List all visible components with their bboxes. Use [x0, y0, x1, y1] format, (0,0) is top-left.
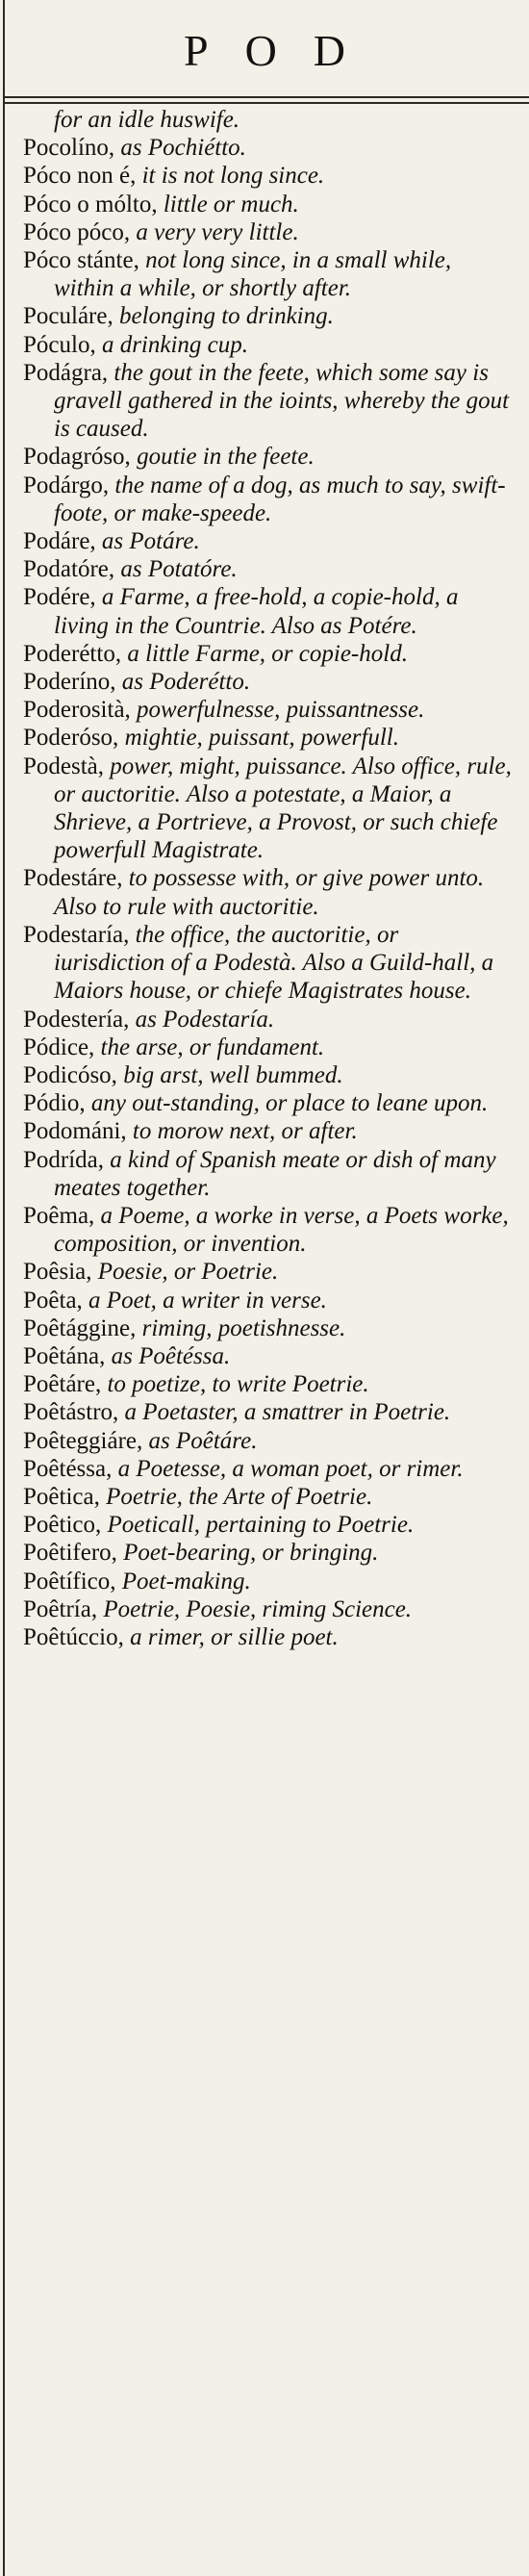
entry-headword: Pódio,	[23, 1090, 86, 1117]
entry-headword: Podagróso,	[23, 444, 131, 471]
entry-definition: powerfulnesse, puissantnesse.	[130, 697, 425, 724]
dictionary-entry	[23, 1342, 514, 1370]
dictionary-entry	[23, 1006, 514, 1033]
entry-headword: Poêtéssa,	[23, 1455, 113, 1482]
entry-headword: Podágra,	[23, 359, 109, 386]
entry-continuation	[23, 106, 514, 134]
entry-definition: a drinking cup.	[95, 331, 249, 358]
entry-headword: Podománi,	[23, 1118, 127, 1145]
entry-definition: riming, poetishnesse.	[136, 1314, 346, 1341]
entry-definition: it is not long since.	[136, 163, 325, 190]
entry-definition: as Poêtáre.	[142, 1427, 258, 1454]
entry-definition: to poetize, to write Poetrie.	[101, 1371, 369, 1398]
entry-headword: Podáre,	[23, 528, 96, 555]
entry-definition: a kind of Spanish meate or dish of many meates together.	[54, 1146, 496, 1201]
entry-headword: Poêtággine,	[23, 1314, 137, 1341]
entry-definition: the arse, or fundament.	[94, 1033, 325, 1060]
dictionary-entry	[23, 640, 514, 668]
dictionary-entry	[23, 555, 514, 583]
entry-headword: Poêtica,	[23, 1483, 100, 1510]
dictionary-entry	[23, 583, 514, 639]
entry-definition: any out-standing, or place to leane upon.	[85, 1090, 489, 1117]
entry-headword: Poêtico,	[23, 1512, 102, 1539]
header-rule-bottom	[5, 102, 529, 104]
entry-headword: Podére,	[23, 584, 96, 611]
entry-definition: the gout in the feete, which some say is gravell gathered in the ioints, whereby the gout is caused.	[54, 359, 510, 443]
entry-headword: Pódice,	[23, 1033, 95, 1060]
entry-headword: Póco o mólto,	[23, 191, 158, 217]
entry-definition: belonging to drinking.	[113, 303, 334, 330]
entry-definition: a Poet, a writer in verse.	[82, 1287, 327, 1314]
entry-definition: to morow next, or after.	[126, 1118, 358, 1145]
entry-headword: Póco póco,	[23, 218, 131, 245]
entry-definition: goutie in the feete.	[130, 444, 315, 471]
entry-definition: as Podestaría.	[129, 1006, 275, 1033]
entry-headword: Podrída,	[23, 1146, 105, 1173]
dictionary-entry	[23, 1089, 514, 1117]
entry-definition: Poetrie, Poesie, riming Science.	[97, 1595, 413, 1622]
entry-definition: not long since, in a small while, within a while, or shortly after.	[54, 247, 452, 302]
entry-definition: power, might, puissance. Also office, rule, or auctoritie. Also a potestate, a Maior, a Shrieve, a Portrieve, a Provost, or such chiefe powerfull Magistrate.	[54, 752, 512, 864]
dictionary-entry	[23, 864, 514, 920]
entry-headword: Poêteggiáre,	[23, 1427, 143, 1454]
entry-definition: a Poeme, a worke in verse, a Poets worke, composition, or invention.	[54, 1202, 509, 1258]
entry-definition: as Potáre.	[95, 528, 200, 555]
dictionary-entry	[23, 668, 514, 696]
dictionary-entry	[23, 1568, 514, 1595]
entry-headword: Poderétto,	[23, 640, 122, 667]
dictionary-entry	[23, 921, 514, 1006]
entry-definition: mightie, puissant, powerfull.	[118, 725, 399, 752]
entry-headword: Poêtifero,	[23, 1540, 117, 1567]
entry-headword: Poêtría,	[23, 1595, 98, 1622]
entry-headword: Póculo,	[23, 331, 96, 358]
entry-headword: Poêtáre,	[23, 1371, 102, 1398]
dictionary-entry	[23, 218, 514, 246]
dictionary-entry	[23, 191, 514, 218]
dictionary-entry	[23, 1287, 514, 1314]
entry-headword: Poêta,	[23, 1287, 83, 1314]
dictionary-entry	[23, 1370, 514, 1398]
dictionary-entry	[23, 246, 514, 302]
dictionary-entry	[23, 1455, 514, 1483]
dictionary-entry	[23, 1483, 514, 1511]
dictionary-entry	[23, 162, 514, 190]
dictionary-entry	[23, 443, 514, 471]
dictionary-entry	[23, 752, 514, 865]
dictionary-entry	[23, 1061, 514, 1089]
dictionary-entry	[23, 1033, 514, 1061]
dictionary-entry	[23, 359, 514, 444]
dictionary-entry	[23, 1427, 514, 1455]
entry-headword: Podicóso,	[23, 1061, 117, 1088]
dictionary-entry	[23, 1623, 514, 1651]
entry-headword: Podestería,	[23, 1006, 130, 1033]
entry-headword: Poêsia,	[23, 1259, 92, 1286]
dictionary-entry	[23, 1258, 514, 1286]
dictionary-entry	[23, 472, 514, 527]
entry-headword: Pocolíno,	[23, 135, 115, 162]
dictionary-entry	[23, 134, 514, 162]
entry-definition: little or much.	[157, 191, 299, 217]
entry-headword: Poêtástro,	[23, 1399, 119, 1426]
entry-definition: to possesse with, or give power unto. Also to rule with auctoritie.	[54, 865, 485, 920]
entry-headword: Poderosità,	[23, 697, 131, 724]
dictionary-entry	[23, 527, 514, 555]
entry-headword: Poderóso,	[23, 725, 119, 752]
entry-definition: Poeticall, pertaining to Poetrie.	[101, 1512, 415, 1539]
entry-headword: Podárgo,	[23, 472, 110, 498]
entry-headword: Podatóre,	[23, 556, 115, 583]
running-head: POD	[183, 26, 383, 75]
entry-definition: Poetrie, the Arte of Poetrie.	[99, 1483, 373, 1510]
dictionary-entry	[23, 331, 514, 359]
entry-headword: Póco non é,	[23, 163, 137, 190]
entry-list	[23, 106, 514, 1651]
entry-headword: Podestà,	[23, 752, 105, 779]
page-header	[0, 0, 529, 104]
entry-definition: Poet-making.	[115, 1568, 251, 1594]
header-rule-top	[5, 96, 529, 98]
entry-headword: Poêma,	[23, 1202, 95, 1229]
entry-definition: as Poêtéssa.	[105, 1342, 231, 1369]
entry-definition: the name of a dog, as much to say, swift-foote, or make-speede.	[54, 472, 506, 526]
entry-definition: the office, the auctoritie, or iurisdiction of a Podestà. Also a Guild-hall, a Maiors house, or chiefe Magistrates house.	[54, 921, 494, 1005]
dictionary-entry	[23, 1314, 514, 1342]
entry-definition: for an idle huswife.	[54, 107, 240, 133]
entry-definition: Poesie, or Poetrie.	[91, 1259, 279, 1286]
entry-definition: a little Farme, or copie-hold.	[121, 640, 408, 667]
entry-headword: Podestaría,	[23, 921, 130, 948]
dictionary-entry	[23, 1539, 514, 1567]
entry-definition: Poet-bearing, or bringing.	[116, 1540, 379, 1567]
dictionary-entry	[23, 302, 514, 330]
entry-definition: a very very little.	[130, 218, 299, 245]
entry-headword: Poderíno,	[23, 669, 116, 696]
dictionary-entry	[23, 1595, 514, 1623]
dictionary-entry	[23, 1146, 514, 1202]
dictionary-entry	[23, 696, 514, 724]
entry-definition: as Pochiétto.	[114, 135, 246, 162]
entry-definition: a Poetesse, a woman poet, or rimer.	[112, 1455, 464, 1482]
entry-definition: big arst, well bummed.	[116, 1061, 343, 1088]
dictionary-entry	[23, 1117, 514, 1145]
dictionary-entry	[23, 1398, 514, 1426]
entry-headword: Podestáre,	[23, 865, 123, 892]
entry-definition: as Potatóre.	[114, 556, 238, 583]
entry-headword: Póco stánte,	[23, 247, 139, 274]
entry-definition: a Farme, a free-hold, a copie-hold, a living in the Countrie. Also as Potére.	[54, 584, 459, 639]
left-margin-rule	[3, 0, 5, 2576]
entry-headword: Poêtána,	[23, 1342, 106, 1369]
dictionary-entry	[23, 1511, 514, 1539]
entry-headword: Poculáre,	[23, 303, 113, 330]
entry-definition: as Poderétto.	[115, 669, 251, 696]
entry-headword: Poêtúccio,	[23, 1623, 124, 1650]
entry-definition: a rimer, or sillie poet.	[123, 1623, 339, 1650]
entry-headword: Poêtífico,	[23, 1568, 116, 1594]
dictionary-entry	[23, 724, 514, 752]
entry-definition: a Poetaster, a smattrer in Poetrie.	[118, 1399, 451, 1426]
dictionary-entry	[23, 1202, 514, 1258]
